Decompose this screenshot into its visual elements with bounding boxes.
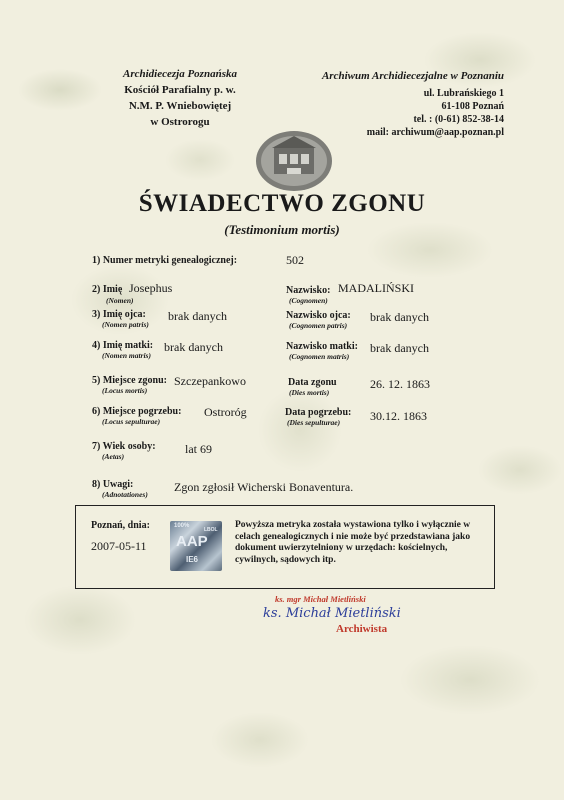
age-label: 7) Wiek osoby: — [92, 441, 156, 452]
burial-date-value: 30.12. 1863 — [370, 409, 427, 423]
burial-date-label: Data pogrzebu: — [285, 407, 352, 418]
surname-value: MADALIŃSKI — [338, 281, 414, 295]
notes-label: 8) Uwagi: — [92, 479, 134, 490]
mother-surname-label: Nazwisko matki: — [286, 341, 358, 352]
death-place-label: 5) Miejsce zgonu: — [92, 375, 167, 386]
document-title: ŚWIADECTWO ZGONU — [138, 190, 426, 217]
death-date-value: 26. 12. 1863 — [370, 377, 430, 391]
father-surname-value: brak danych — [370, 310, 429, 324]
hologram-top-text: 100% — [174, 523, 190, 529]
father-surname-label: Nazwisko ojca: — [286, 310, 351, 321]
issue-date-value: 2007-05-11 — [91, 539, 147, 553]
archivist-printed-name: ks. mgr Michał Mietliński — [275, 594, 366, 604]
hologram-sticker — [170, 521, 222, 571]
death-place-value: Szczepankowo — [174, 374, 246, 388]
mother-surname-value: brak danych — [370, 341, 429, 355]
document-subtitle: (Testimonium mortis) — [224, 222, 340, 237]
burial-place-label: 6) Miejsce pogrzebu: — [92, 406, 182, 417]
parish-header — [80, 66, 280, 130]
death-place-latin: (Locus mortis) — [102, 386, 148, 395]
surname-latin: (Cognomen) — [289, 296, 328, 305]
burial-place-latin: (Locus sepulturae) — [102, 417, 161, 426]
parish-dedication: N.M. P. Wniebowiętej — [128, 100, 232, 112]
parish-location: w Ostrorogu — [150, 116, 210, 128]
record-number-label: 1) Numer metryki genealogicznej: — [92, 255, 238, 266]
father-name-latin: (Nomen patris) — [102, 320, 149, 329]
mother-name-value: brak danych — [164, 340, 223, 354]
burial-place-value: Ostroróg — [204, 405, 247, 419]
hologram-bottom-text: IE6 — [186, 555, 199, 564]
father-name-value: brak danych — [168, 309, 227, 323]
mother-name-latin: (Nomen matris) — [102, 351, 151, 360]
archive-header — [264, 70, 504, 139]
record-number-value: 502 — [286, 253, 304, 267]
disclaimer-text: Powyższa metryka została wystawiona tylko i wyłącznie w celach genealogicznych i nie może być przedstawiana jako dokument uwierzytelniony w urzędach: kościelnych, cywilnych, sądowych itp. — [235, 520, 471, 565]
hologram-side-text: LBOL — [204, 527, 218, 533]
archivist-role: Archiwista — [336, 623, 388, 635]
age-value: lat 69 — [185, 442, 212, 456]
father-surname-latin: (Cognomen patris) — [289, 321, 348, 330]
age-latin: (Aetas) — [102, 452, 125, 461]
archive-city: 61-108 Poznań — [441, 101, 504, 112]
first-name-value: Josephus — [129, 281, 173, 295]
archive-phone: tel. : (0-61) 852-38-14 — [413, 114, 504, 125]
archive-seal-icon — [254, 130, 334, 192]
issue-place-date-label: Poznań, dnia: — [91, 520, 150, 531]
mother-name-label: 4) Imię matki: — [92, 340, 154, 351]
parish-church: Kościół Parafialny p. w. — [124, 84, 236, 96]
mother-surname-latin: (Cognomen matris) — [289, 352, 350, 361]
burial-date-latin: (Dies sepulturae) — [287, 418, 341, 427]
father-name-label: 3) Imię ojca: — [92, 309, 146, 320]
archive-email: mail: archiwum@aap.poznan.pl — [366, 127, 504, 138]
hologram-main-text: AAP — [176, 533, 208, 550]
surname-label: Nazwisko: — [286, 285, 331, 296]
archdiocese-name: Archidiecezja Poznańska — [123, 68, 237, 80]
notes-latin: (Adnotationes) — [102, 490, 148, 499]
archive-street: ul. Lubrańskiego 1 — [423, 88, 504, 99]
archivist-signature: ks. Michał Mietliński — [263, 606, 401, 621]
death-date-label: Data zgonu — [288, 377, 337, 388]
archive-name: Archiwum Archidiecezjalne w Poznaniu — [321, 70, 504, 82]
first-name-latin: (Nomen) — [106, 296, 134, 305]
first-name-label: 2) Imię — [92, 284, 123, 295]
notes-value: Zgon zgłosił Wicherski Bonaventura. — [174, 480, 354, 494]
death-date-latin: (Dies mortis) — [289, 388, 330, 397]
